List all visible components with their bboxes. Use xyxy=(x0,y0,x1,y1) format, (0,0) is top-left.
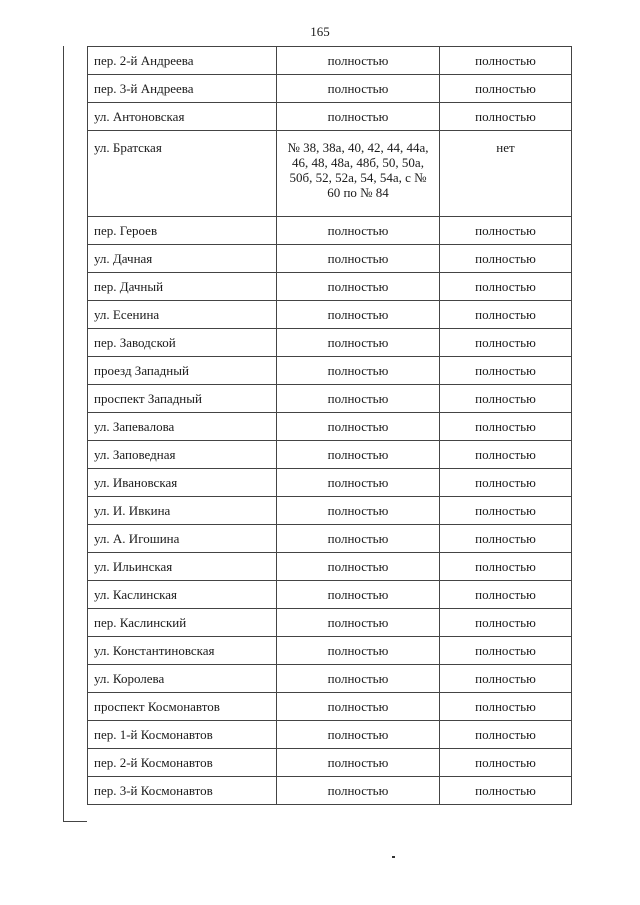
houses-cell: полностью xyxy=(277,217,440,245)
street-name-cell: пер. 2-й Космонавтов xyxy=(88,749,277,777)
table-row xyxy=(88,245,572,273)
street-name-cell: пер. 1-й Космонавтов xyxy=(88,721,277,749)
outer-border-bottom xyxy=(63,821,87,822)
status-cell: полностью xyxy=(440,441,572,469)
houses-cell: полностью xyxy=(277,245,440,273)
street-name-cell: ул. Каслинская xyxy=(88,581,277,609)
houses-cell: полностью xyxy=(277,609,440,637)
houses-cell: полностью xyxy=(277,329,440,357)
street-name-cell: ул. Дачная xyxy=(88,245,277,273)
status-cell: полностью xyxy=(440,47,572,75)
street-name-cell: пер. Каслинский xyxy=(88,609,277,637)
status-cell: полностью xyxy=(440,469,572,497)
table-row xyxy=(88,637,572,665)
table-row xyxy=(88,609,572,637)
houses-cell: полностью xyxy=(277,525,440,553)
table-row xyxy=(88,553,572,581)
status-cell: полностью xyxy=(440,103,572,131)
page-number: 165 xyxy=(310,24,330,39)
table-row xyxy=(88,131,572,217)
table-row xyxy=(88,217,572,245)
street-name-cell: ул. Ильинская xyxy=(88,553,277,581)
houses-cell: № 38, 38а, 40, 42, 44, 44а, 46, 48, 48а, 48б, 50, 50а, 50б, 52, 52а, 54, 54а, с № 60 по № 84 xyxy=(277,131,440,217)
status-cell: полностью xyxy=(440,553,572,581)
street-name-cell: проспект Космонавтов xyxy=(88,693,277,721)
houses-cell: полностью xyxy=(277,357,440,385)
street-name-cell: ул. Антоновская xyxy=(88,103,277,131)
table-row xyxy=(88,665,572,693)
status-cell: нет xyxy=(440,131,572,217)
street-name-cell: пер. 2-й Андреева xyxy=(88,47,277,75)
status-cell: полностью xyxy=(440,693,572,721)
houses-cell: полностью xyxy=(277,693,440,721)
outer-border-left xyxy=(63,46,64,822)
scan-mark xyxy=(392,856,395,858)
status-cell: полностью xyxy=(440,721,572,749)
table-row xyxy=(88,357,572,385)
houses-cell: полностью xyxy=(277,301,440,329)
street-name-cell: пер. Дачный xyxy=(88,273,277,301)
table-row xyxy=(88,413,572,441)
table-row xyxy=(88,301,572,329)
houses-cell: полностью xyxy=(277,637,440,665)
table-row xyxy=(88,441,572,469)
street-table xyxy=(87,46,572,805)
status-cell: полностью xyxy=(440,581,572,609)
houses-cell: полностью xyxy=(277,103,440,131)
table-row xyxy=(88,103,572,131)
houses-cell: полностью xyxy=(277,749,440,777)
status-cell: полностью xyxy=(440,385,572,413)
street-name-cell: проезд Западный xyxy=(88,357,277,385)
houses-cell: полностью xyxy=(277,413,440,441)
table-row xyxy=(88,385,572,413)
status-cell: полностью xyxy=(440,75,572,103)
table-row xyxy=(88,693,572,721)
table-row xyxy=(88,497,572,525)
street-name-cell: пер. 3-й Космонавтов xyxy=(88,777,277,805)
street-name-cell: ул. Есенина xyxy=(88,301,277,329)
status-cell: полностью xyxy=(440,301,572,329)
table-row xyxy=(88,581,572,609)
table-row xyxy=(88,47,572,75)
houses-cell: полностью xyxy=(277,497,440,525)
street-name-cell: ул. Заповедная xyxy=(88,441,277,469)
houses-cell: полностью xyxy=(277,777,440,805)
houses-cell: полностью xyxy=(277,721,440,749)
houses-cell: полностью xyxy=(277,581,440,609)
houses-cell: полностью xyxy=(277,385,440,413)
street-name-cell: пер. Заводской xyxy=(88,329,277,357)
status-cell: полностью xyxy=(440,329,572,357)
table-row xyxy=(88,329,572,357)
street-name-cell: ул. Ивановская xyxy=(88,469,277,497)
status-cell: полностью xyxy=(440,777,572,805)
houses-cell: полностью xyxy=(277,553,440,581)
street-name-cell: проспект Западный xyxy=(88,385,277,413)
status-cell: полностью xyxy=(440,245,572,273)
houses-cell: полностью xyxy=(277,441,440,469)
status-cell: полностью xyxy=(440,357,572,385)
street-name-cell: ул. Константиновская xyxy=(88,637,277,665)
houses-cell: полностью xyxy=(277,665,440,693)
houses-cell: полностью xyxy=(277,75,440,103)
houses-cell: полностью xyxy=(277,273,440,301)
status-cell: полностью xyxy=(440,497,572,525)
status-cell: полностью xyxy=(440,749,572,777)
street-name-cell: ул. А. Игошина xyxy=(88,525,277,553)
street-name-cell: пер. Героев xyxy=(88,217,277,245)
table-row xyxy=(88,777,572,805)
houses-cell: полностью xyxy=(277,469,440,497)
status-cell: полностью xyxy=(440,525,572,553)
houses-cell: полностью xyxy=(277,47,440,75)
street-name-cell: ул. И. Ивкина xyxy=(88,497,277,525)
table-row xyxy=(88,525,572,553)
status-cell: полностью xyxy=(440,217,572,245)
street-name-cell: пер. 3-й Андреева xyxy=(88,75,277,103)
street-name-cell: ул. Братская xyxy=(88,131,277,217)
status-cell: полностью xyxy=(440,273,572,301)
status-cell: полностью xyxy=(440,609,572,637)
street-name-cell: ул. Королева xyxy=(88,665,277,693)
table-row xyxy=(88,75,572,103)
table-row xyxy=(88,469,572,497)
table-row xyxy=(88,721,572,749)
status-cell: полностью xyxy=(440,413,572,441)
table-row xyxy=(88,273,572,301)
status-cell: полностью xyxy=(440,665,572,693)
street-name-cell: ул. Запевалова xyxy=(88,413,277,441)
table-row xyxy=(88,749,572,777)
status-cell: полностью xyxy=(440,637,572,665)
